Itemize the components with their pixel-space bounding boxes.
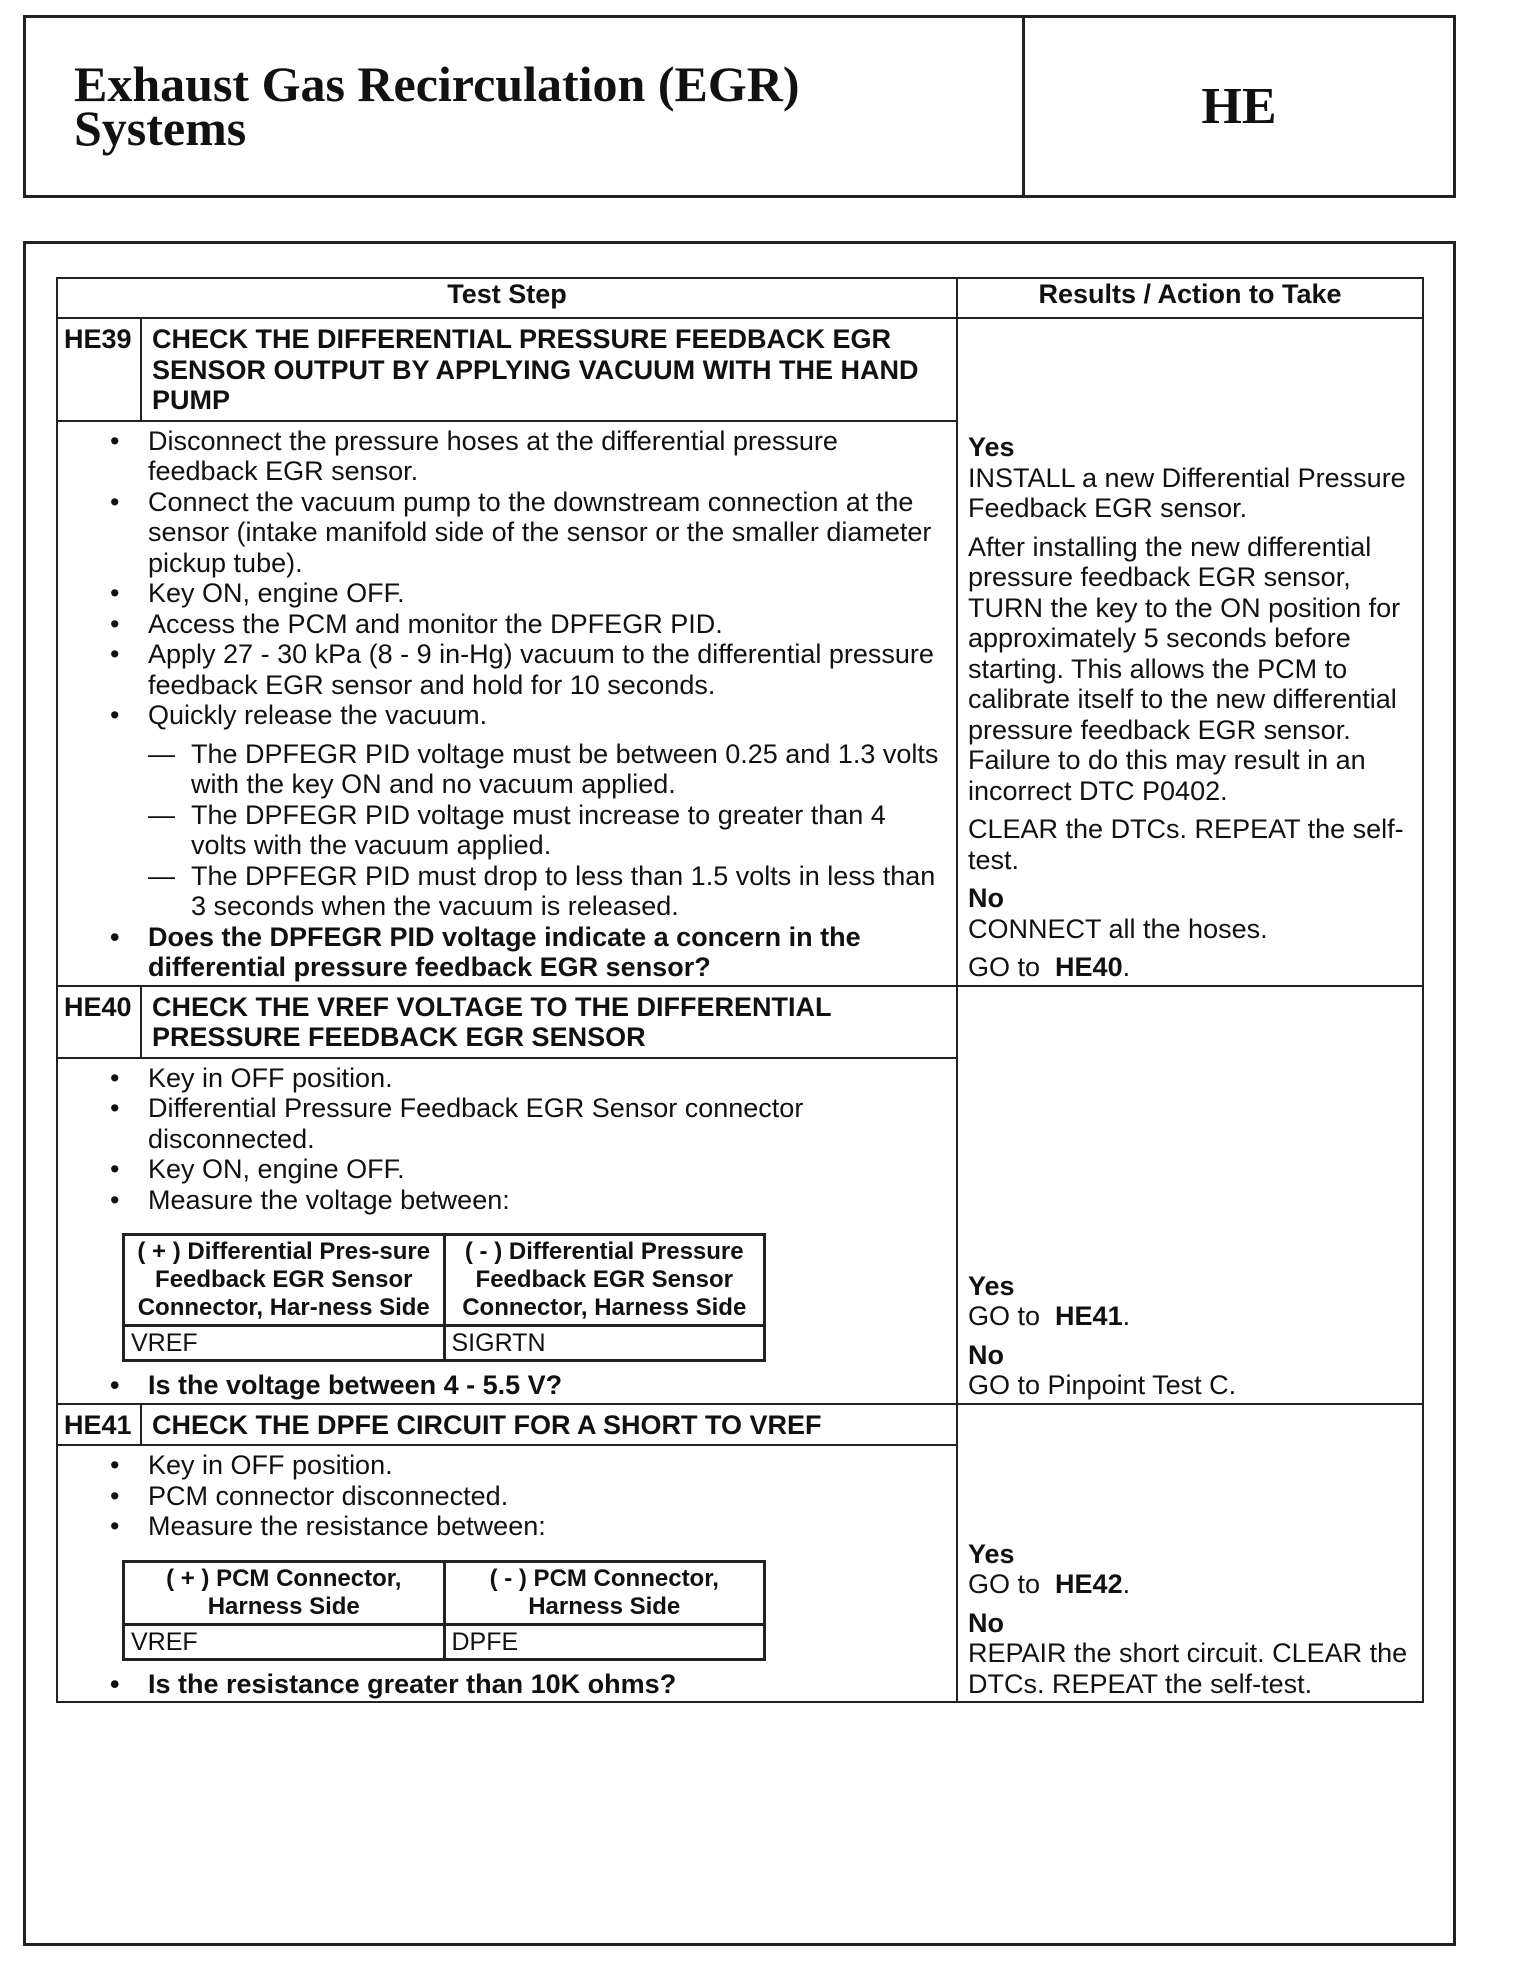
test-step-header: Test Step (57, 278, 957, 318)
list-item: • Differential Pressure Feedback EGR Sensor connector disconnected. (98, 1093, 946, 1154)
step-body (57, 1445, 957, 1702)
step-instructions (98, 1063, 946, 1216)
measurement-table (122, 1233, 766, 1362)
no-label: No (968, 1339, 1004, 1370)
section-title-line1: Exhaust Gas Recirculation (EGR) (74, 56, 800, 112)
step-he40-title-row (57, 986, 1423, 1058)
no-action: CONNECT all the hoses. (968, 913, 1268, 944)
measurement-value-row (124, 1326, 765, 1361)
list-item: — The DPFEGR PID voltage must increase to greater than 4 volts with the vacuum applied. (98, 800, 946, 861)
goto-prefix: GO to (968, 1301, 1041, 1331)
goto-prefix: GO to (968, 952, 1041, 982)
no-goto (968, 952, 1414, 983)
test-step-table (56, 277, 1424, 1703)
measurement-table (122, 1560, 766, 1661)
step-results (957, 986, 1423, 1404)
positive-lead-header: ( + ) PCM Connector, Harness Side (124, 1561, 445, 1624)
positive-lead-header: ( + ) Differential Pres-sure Feedback EGR Sensor Connector, Har-ness Side (124, 1235, 445, 1326)
results-header: Results / Action to Take (957, 278, 1423, 318)
list-item: • Measure the voltage between: (98, 1185, 946, 1216)
step-he41-title-row (57, 1404, 1423, 1446)
yes-label: Yes (968, 1538, 1015, 1569)
no-label: No (968, 883, 1004, 913)
step-title: CHECK THE DPFE CIRCUIT FOR A SHORT TO VREF (141, 1404, 957, 1446)
positive-lead-value: VREF (124, 1624, 445, 1659)
positive-lead-value: VREF (124, 1326, 445, 1361)
list-item: • Connect the vacuum pump to the downstream connection at the sensor (intake manifold side of the sensor or the smaller diameter pickup tube). (98, 487, 946, 579)
step-id: HE41 (57, 1404, 141, 1446)
page-header (23, 15, 1456, 198)
goto-suffix: . (1122, 1301, 1131, 1331)
no-label: No (968, 1607, 1004, 1638)
no-action: GO to Pinpoint Test C. (968, 1370, 1237, 1400)
yes-label: Yes (968, 432, 1015, 462)
section-title (26, 18, 1025, 195)
section-code: HE (1201, 78, 1277, 135)
list-item: • Apply 27 - 30 kPa (8 - 9 in-Hg) vacuum to the differential pressure feedback EGR sensor and hold for 10 seconds. (98, 639, 946, 700)
section-title-line2: Systems (74, 100, 247, 156)
step-title: CHECK THE DIFFERENTIAL PRESSURE FEEDBACK EGR SENSOR OUTPUT BY APPLYING VACUUM WITH THE HAND PUMP (141, 318, 957, 421)
goto-suffix: . (1122, 952, 1131, 982)
step-id: HE39 (57, 318, 141, 421)
measurement-header-row (124, 1561, 765, 1624)
step-body (57, 421, 957, 986)
goto-target: HE42 (1055, 1569, 1123, 1599)
step-instructions (98, 1450, 946, 1542)
list-item: • Measure the resistance between: (98, 1511, 946, 1542)
step-question: • Is the resistance greater than 10K ohms? (98, 1669, 946, 1700)
list-item: — The DPFEGR PID must drop to less than 1.5 volts in less than 3 seconds when the vacuum is released. (98, 861, 946, 922)
yes-action: INSTALL a new Differential Pressure Feedback EGR sensor. (968, 462, 1406, 523)
negative-lead-value: SIGRTN (444, 1326, 765, 1361)
list-item: • Disconnect the pressure hoses at the differential pressure feedback EGR sensor. (98, 426, 946, 487)
yes-goto (968, 1569, 1130, 1599)
step-question: • Does the DPFEGR PID voltage indicate a concern in the differential pressure feedback EGR sensor? (98, 922, 946, 983)
list-item: • Quickly release the vacuum. (98, 700, 946, 731)
list-item: • Key in OFF position. (98, 1063, 946, 1094)
measurement-value-row (124, 1624, 765, 1659)
step-instructions (98, 426, 946, 731)
list-item: • PCM connector disconnected. (98, 1481, 946, 1512)
list-item: • Key ON, engine OFF. (98, 1154, 946, 1185)
goto-prefix: GO to (968, 1569, 1041, 1599)
list-item: • Key ON, engine OFF. (98, 578, 946, 609)
goto-target: HE40 (1055, 952, 1123, 982)
step-title: CHECK THE VREF VOLTAGE TO THE DIFFERENTIAL PRESSURE FEEDBACK EGR SENSOR (141, 986, 957, 1058)
goto-suffix: . (1122, 1569, 1131, 1599)
step-criteria (98, 739, 946, 922)
step-results (957, 1404, 1423, 1703)
negative-lead-header: ( - ) Differential Pressure Feedback EGR Sensor Connector, Harness Side (444, 1235, 765, 1326)
list-item: • Key in OFF position. (98, 1450, 946, 1481)
yes-note: After installing the new differential pressure feedback EGR sensor, TURN the key to the ON position for approximately 5 seconds before starting. This allows the PCM to calibrate itself to the new differential pressure feedback EGR sensor. Failure to do this may result in an incorrect DTC P0402. (968, 531, 1401, 806)
step-he39-title-row (57, 318, 1423, 421)
negative-lead-value: DPFE (444, 1624, 765, 1659)
step-body (57, 1058, 957, 1404)
yes-followup: CLEAR the DTCs. REPEAT the self-test. (968, 814, 1404, 875)
step-id: HE40 (57, 986, 141, 1058)
negative-lead-header: ( - ) PCM Connector, Harness Side (444, 1561, 765, 1624)
step-question: • Is the voltage between 4 - 5.5 V? (98, 1370, 946, 1401)
goto-target: HE41 (1055, 1301, 1123, 1331)
yes-label: Yes (968, 1270, 1015, 1301)
step-results (957, 318, 1423, 986)
no-action: REPAIR the short circuit. CLEAR the DTCs. REPEAT the self-test. (968, 1638, 1408, 1699)
yes-goto (968, 1301, 1130, 1331)
table-header-row (57, 278, 1423, 318)
list-item: • Access the PCM and monitor the DPFEGR PID. (98, 609, 946, 640)
measurement-header-row (124, 1235, 765, 1326)
list-item: — The DPFEGR PID voltage must be between 0.25 and 1.3 volts with the key ON and no vacuum applied. (98, 739, 946, 800)
